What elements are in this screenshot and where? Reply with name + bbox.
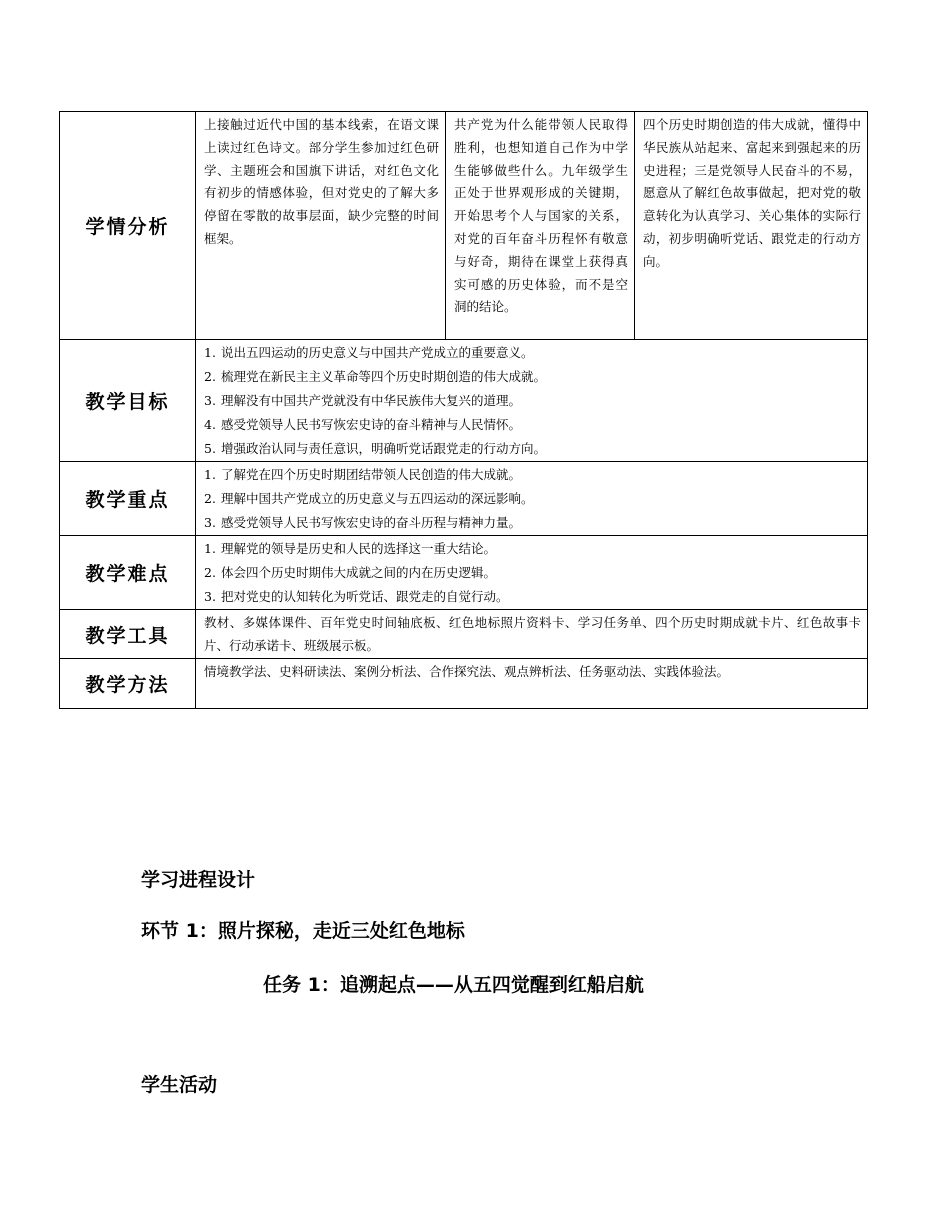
analysis-col-3: [635, 112, 868, 340]
row-teaching-tools: [60, 610, 868, 659]
student-activity-heading: 学生活动: [141, 1074, 218, 1096]
lesson-plan-table: [59, 111, 868, 709]
row-header: 教学重点: [60, 462, 196, 536]
goals-cell: [196, 340, 868, 462]
list-item: 2. 理解中国共产党成立的历史意义与五四运动的深远影响。: [204, 491, 534, 506]
row-header: 教学工具: [60, 610, 196, 659]
row-header: 教学目标: [60, 340, 196, 462]
row-difficulties: [60, 536, 868, 610]
analysis-col-1: [196, 112, 446, 340]
row-learner-analysis: [60, 112, 868, 340]
list-item: 1. 说出五四运动的历史意义与中国共产党成立的重要意义。: [204, 345, 534, 360]
analysis-col-2: [446, 112, 635, 340]
analysis-text: 共产党为什么能带领人民取得胜利，也想知道自己作为中学生能够做些什么。九年级学生正处于世界观形成的关键期，开始思考个人与国家的关系，对党的百年奋斗历程怀有敬意与好奇，期待在课堂上获得真实可感的历史体验，而不是空洞的结论。: [454, 117, 628, 315]
list-item: 2. 体会四个历史时期伟大成就之间的内在历史逻辑。: [204, 565, 497, 580]
row-header: 教学难点: [60, 536, 196, 610]
list-item: 2. 梳理党在新民主主义革命等四个历史时期创造的伟大成就。: [204, 369, 547, 384]
list-item: 5. 增强政治认同与责任意识，明确听党话跟党走的行动方向。: [204, 441, 547, 456]
list-item: 3. 把对党史的认知转化为听党话、跟党走的自觉行动。: [204, 589, 509, 604]
methods-text: 情境教学法、史料研读法、案例分析法、合作探究法、观点辨析法、任务驱动法、实践体验法。: [204, 664, 730, 679]
list-item: 3. 感受党领导人民书写恢宏史诗的奋斗历程与精神力量。: [204, 515, 522, 530]
row-header: 学情分析: [60, 112, 196, 340]
row-key-points: [60, 462, 868, 536]
tools-cell: [196, 610, 868, 659]
methods-cell: [196, 659, 868, 709]
row-header: 教学方法: [60, 659, 196, 709]
list-item: 3. 理解没有中国共产党就没有中华民族伟大复兴的道理。: [204, 393, 522, 408]
row-teaching-methods: [60, 659, 868, 709]
analysis-text: 四个历史时期创造的伟大成就，懂得中华民族从站起来、富起来到强起来的历史进程；三是党领导人民奋斗的不易，愿意从了解红色故事做起，把对党的敬意转化为认真学习、关心集体的实际行动，初步明确听党话、跟党走的行动方向。: [643, 117, 861, 269]
tools-text: 教材、多媒体课件、百年党史时间轴底板、红色地标照片资料卡、学习任务单、四个历史时期成就卡片、红色故事卡片、行动承诺卡、班级展示板。: [204, 615, 861, 653]
list-item: 1. 理解党的领导是历史和人民的选择这一重大结论。: [204, 541, 497, 556]
row-teaching-goals: [60, 340, 868, 462]
key-points-cell: [196, 462, 868, 536]
list-item: 4. 感受党领导人民书写恢宏史诗的奋斗精神与人民情怀。: [204, 417, 522, 432]
analysis-text: 上接触过近代中国的基本线索，在语文课上读过红色诗文。部分学生参加过红色研学、主题班会和国旗下讲话，对红色文化有初步的情感体验，但对党史的了解大多停留在零散的故事层面，缺少完整的时间框架。: [204, 117, 439, 246]
list-item: 1. 了解党在四个历史时期团结带领人民创造的伟大成就。: [204, 467, 522, 482]
section-heading-process: 学习进程设计: [141, 869, 256, 891]
stage-heading: 环节 1：照片探秘，走近三处红色地标: [141, 920, 465, 942]
task-heading: 任务 1：追溯起点——从五四觉醒到红船启航: [263, 974, 644, 996]
difficulties-cell: [196, 536, 868, 610]
